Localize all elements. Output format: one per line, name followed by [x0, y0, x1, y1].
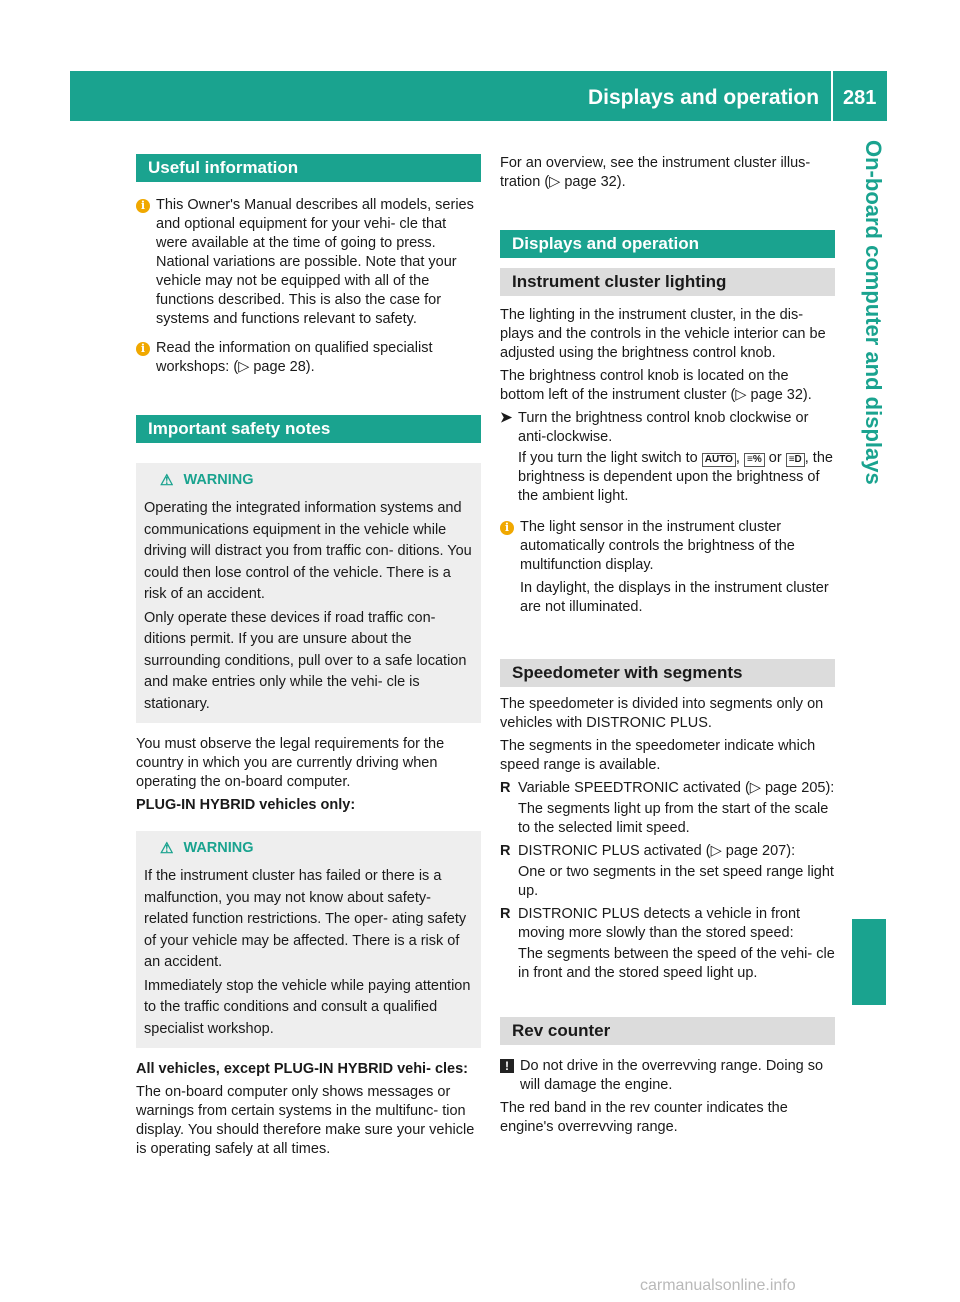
watermark: carmanualsonline.info	[640, 1277, 796, 1294]
header-separator	[831, 71, 833, 121]
caution-note	[500, 1057, 835, 1095]
header-title: Displays and operation	[588, 86, 820, 109]
warning-text: If the instrument cluster has failed or there is a malfunction, you may not know about safety-related function restrictions. The oper- ating safety of your vehicle may be affected. There is a risk of an accident.	[144, 868, 467, 970]
info-note-text: The light sensor in the instrument cluster automatically controls the brightness of the multifunction display.	[520, 519, 795, 573]
body-paragraph: The brightness control knob is located on the bottom left of the instrument cluster (▷ page 32).	[500, 368, 812, 403]
bullet-icon: R	[500, 843, 511, 859]
warning-box	[136, 463, 481, 723]
list-item-title: DISTRONIC PLUS activated (▷ page 207):	[518, 843, 796, 859]
list-item	[500, 779, 835, 840]
step-text: Turn the brightness control knob clockwise or anti-clockwise.	[518, 410, 809, 445]
info-note-text: In daylight, the displays in the instrument cluster are not illuminated.	[520, 580, 829, 615]
side-tab	[852, 140, 886, 660]
body-paragraph: The on-board computer only shows messages or warnings from certain systems in the multifunc- tion display. You should therefore make sure your vehicle is operating safely at all times.	[136, 1084, 475, 1157]
info-note-text: Read the information on qualified specialist workshops: (▷ page 28).	[156, 340, 433, 375]
list-item-desc: The segments between the speed of the vehi- cle in front and the stored speed light up.	[518, 946, 835, 981]
left-column	[136, 154, 481, 1163]
side-tab-marker	[852, 919, 886, 1005]
section-heading-useful-info: Useful information	[136, 154, 481, 182]
side-tab-label: On-board computer and displays	[861, 140, 886, 485]
info-note	[136, 339, 481, 377]
list-item-title: DISTRONIC PLUS detects a vehicle in front moving more slowly than the stored speed:	[518, 906, 801, 941]
info-icon: i	[136, 342, 150, 356]
section-heading-speedometer: Speedometer with segments	[500, 659, 835, 687]
list-item-title: Variable SPEEDTRONIC activated (▷ page 205):	[518, 780, 835, 796]
warning-label: WARNING	[183, 472, 254, 488]
step-text-2: If you turn the light switch to AUTO , ≡% or ≡D , the brightness is dependent upon the brightness of the ambient light.	[518, 450, 833, 504]
page-number: 281	[843, 87, 877, 109]
section-heading-safety: Important safety notes	[136, 415, 481, 443]
body-paragraph: The red band in the rev counter indicates the engine's overrevving range.	[500, 1100, 788, 1135]
body-paragraph: The segments in the speedometer indicate which speed range is available.	[500, 738, 816, 773]
info-note-text: This Owner's Manual describes all models, series and optional equipment for your vehi- cle that were available at the time of going to press. National variations are possible. Note that your vehicle may not be equipped with all of the functions described. This is also the case for systems and functions relevant to safety.	[156, 197, 474, 327]
section-heading-displays: Displays and operation	[500, 230, 835, 258]
list-item	[500, 842, 835, 903]
subheading-plugin: PLUG-IN HYBRID vehicles only:	[136, 797, 356, 813]
list-item-desc: The segments light up from the start of the scale to the selected limit speed.	[518, 801, 829, 836]
list-item	[500, 905, 835, 985]
body-paragraph: The speedometer is divided into segments only on vehicles with DISTRONIC PLUS.	[500, 696, 824, 731]
warning-label: WARNING	[183, 840, 254, 856]
warning-text: Immediately stop the vehicle while paying attention to the traffic conditions and consult a qualified specialist workshop.	[144, 977, 471, 1037]
info-note	[136, 196, 481, 329]
auto-symbol-icon: AUTO	[702, 453, 736, 467]
dipped-beam-icon: ≡D	[786, 453, 805, 467]
warning-box	[136, 831, 481, 1048]
warning-triangle-icon: ⚠	[160, 472, 174, 489]
right-column	[500, 154, 835, 1141]
info-icon: i	[500, 521, 514, 535]
step-item	[500, 409, 835, 508]
section-heading-lighting: Instrument cluster lighting	[500, 268, 835, 296]
parking-lamps-icon: ≡%	[744, 453, 765, 467]
body-paragraph: For an overview, see the instrument cluster illus- tration (▷ page 32).	[500, 155, 811, 190]
section-heading-rev-counter: Rev counter	[500, 1017, 835, 1045]
subheading-all-vehicles: All vehicles, except PLUG-IN HYBRID vehi- cles:	[136, 1061, 468, 1077]
bullet-icon: R	[500, 906, 511, 922]
body-paragraph: You must observe the legal requirements for the country in which you are currently driving when operating the on-board computer.	[136, 736, 445, 790]
bullet-icon: R	[500, 780, 511, 796]
warning-text: Operating the integrated information systems and communications equipment in the vehicle while driving will distract you from traffic con- ditions. You could then lose control of the vehicle. There is a risk of an accident.	[144, 500, 472, 602]
list-item-desc: One or two segments in the set speed range light up.	[518, 864, 834, 899]
warning-text: Only operate these devices if road traffic con- ditions permit. If you are unsure about the surrounding conditions, pull over to a safe location and make entries only while the vehi- cle is stationary.	[144, 609, 467, 712]
exclamation-icon: !	[500, 1059, 514, 1073]
info-note	[500, 518, 835, 621]
caution-text: Do not drive in the overrevving range. Doing so will damage the engine.	[520, 1058, 824, 1093]
step-arrow-icon: ➤	[500, 410, 513, 426]
body-paragraph: The lighting in the instrument cluster, in the dis- plays and the controls in the vehicle interior can be adjusted using the brightness control knob.	[500, 307, 826, 361]
info-icon: i	[136, 199, 150, 213]
warning-triangle-icon: ⚠	[160, 840, 174, 857]
